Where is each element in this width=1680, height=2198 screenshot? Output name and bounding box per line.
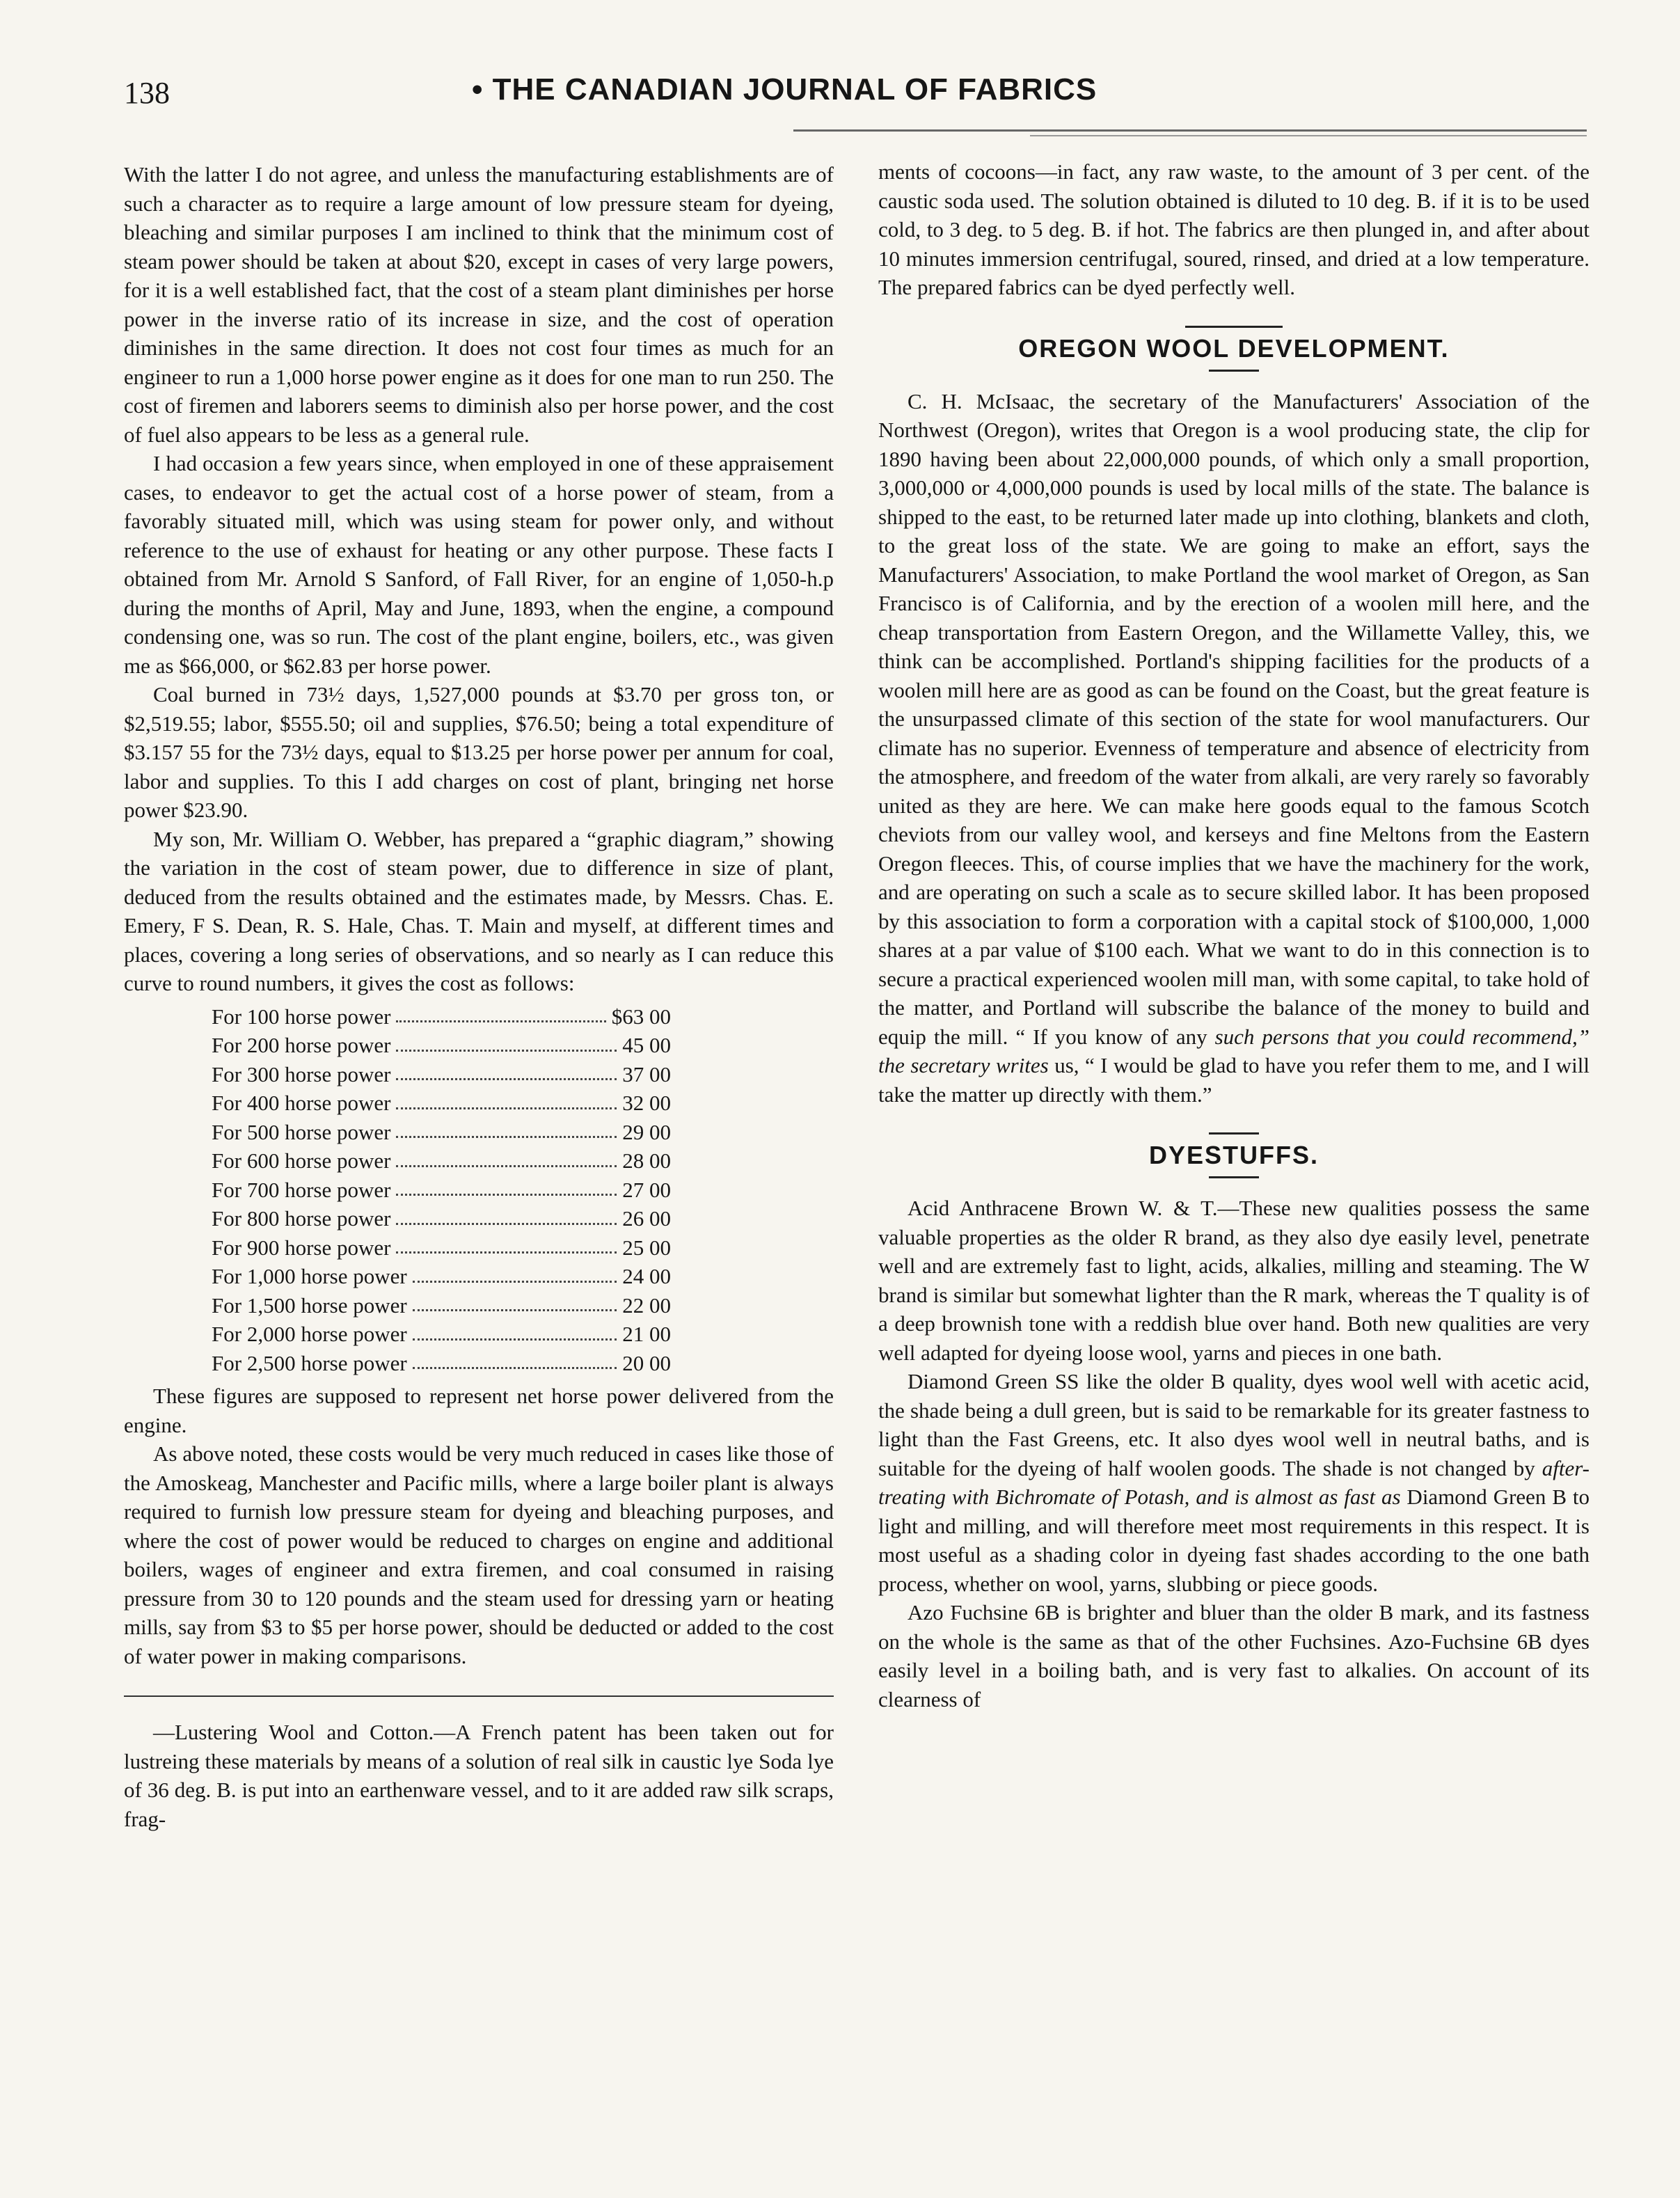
paragraph: ments of cocoons—in fact, any raw waste, to the amount of 3 per cent. of the caustic soda used. The solution obtained is diluted to 10 deg. B. if it is to be used cold, to 3 deg. to 5 deg. B. if hot. The fabrics are then plunged in, and after about 10 minutes immersion centrifugal, soured, rinsed, and dried at a low temperature. The prepared fabrics can be dyed perfectly well. <box>878 159 1590 299</box>
paragraph: C. H. McIsaac, the secretary of the Manufacturers' Association of the Northwest (Oregon), writes that Oregon is a wool producing state, the clip for 1890 having been about 22,000,000 pounds, of which only a small proportion, 3,000,000 or 4,000,000 pounds is used by local mills of the state. The balance is shipped to the east, to be returned later made up into clothing, blankets and cloth, to the great loss of the state. We are going to make an effort, says the Manufacturers' Association, to make Portland the wool market of Oregon, as San Francisco is of California, and by the erection of a woolen mill here, and the cheap transportation from Eastern Oregon, and the Willamette Valley, this, we think can be accomplished. Portland's shipping facilities for the products of a woolen mill here are as good as can be found on the Coast, but the great feature is the unsurpassed climate of this section of the state for wool manufacturers. Our climate has no superior. Evenness of temperature and absence of electricity from the atmosphere, and freedom of the water from alkali, are very rarely so favorably united as they are here. We can make here goods equal to the famous Scotch cheviots from our valley wool, and kerseys and fine Meltons from the Eastern Oregon fleeces. This, of course implies that we have the machinery for the work, and are operating on such a scale as to secure skilled labor. It has been proposed by this association to form a corporation with a capital stock of $100,000, 1,000 shares at a par value of $100 each. What we want to do in this connection is to secure a practical experienced woolen mill man, with some capital, to take hold of the matter, and Portland will subscribe the balance of the money to build and equip the mill. “ If you know of any such persons that you could recommend,” the secretary writes us, “ I would be glad to have you refer them to me, and I will take the matter up directly with them.” <box>878 388 1590 1107</box>
paragraph: Azo Fuchsine 6B is brighter and bluer than the older B mark, and its fastness on the whole is the same as that of the other Fuchsines. Azo-Fuchsine 6B dyes easily level in a boiling bath, and is very fast to alkalies. On account of its clearness of <box>878 1600 1590 1711</box>
page-number: 138 <box>124 76 170 110</box>
paragraph: I had occasion a few years since, when employed in one of these appraisement cases, to endeavor to get the actual cost of a horse power of steam, from a favorably situated mill, which was using steam for power only, and without reference to the use of exhaust for heating or any other purpose. These facts I obtained from Mr. Arnold S Sanford, of Fall River, for an engine of 1,050-h.p during the months of April, May and June, 1893, when the engine, a compound condensing one, was so run. The cost of the plant engine, boilers, etc., was given me as $66,000, or $62.83 per horse power. <box>124 451 834 678</box>
paragraph: Coal burned in 73½ days, 1,527,000 pounds at $3.70 per gross ton, or $2,519.55; labor, $555.50; oil and supplies, $76.50; being a total expenditure of $3.157 55 for the 73½ days, equal to $13.25 per horse power per annum for coal, labor and supplies. To this I add charges on cost of plant, bringing net horse power $23.90. <box>124 682 834 822</box>
paragraph: These figures are supposed to represent net horse power delivered from the engine. <box>124 1384 834 1437</box>
paragraph: Acid Anthracene Brown W. & T.—These new qualities possess the same valuable properties as the older R brand, as they also dye easily level, penetrate well and are extremely fast to light, acids, alkalies, milling and steaming. The W brand is similar but somewhat lighter than the R mark, whereas the T quality is of a deep brownish tone with a reddish blue over hand. Both new qualities are very well adapted for dyeing loose wool, yarns and pieces in one bath. <box>878 1196 1590 1365</box>
journal-title: • THE CANADIAN JOURNAL OF FABRICS <box>472 72 1097 106</box>
table-row: For 300 horse power 37 00 <box>212 1060 671 1089</box>
table-row: For 400 horse power 32 00 <box>212 1089 671 1118</box>
table-row: For 2,500 horse power 20 00 <box>212 1349 671 1378</box>
table-row: For 800 horse power 26 00 <box>212 1204 671 1233</box>
paragraph: My son, Mr. William O. Webber, has prepared a “graphic diagram,” showing the variation in the cost of steam power, due to difference in size of plant, deduced from the results obtained and the estimates made, by Messrs. Chas. E. Emery, F S. Dean, R. S. Hale, Chas. T. Main and myself, at different times and places, covering a long series of observations, and so nearly as I can reduce this curve to round numbers, it gives the cost as follows: <box>124 826 834 995</box>
page-header <box>0 0 1680 125</box>
table-row: For 900 horse power 25 00 <box>212 1233 671 1263</box>
paragraph: With the latter I do not agree, and unless the manufacturing establishments are of such a character as to require a large amount of low pressure steam for dyeing, bleaching and similar purposes I am inclined to think that the minimum cost of steam power should be taken at about $20, except in cases of very large powers, for it is a well established fact, that the cost of a steam plant diminishes per horse power in the inverse ratio of its increase in size, and the cost of operation diminishes in the same direction. It does not cost four times as much for an engineer to run a 1,000 horse power engine as it does for one man to run 250. The cost of firemen and laborers seems to diminish also per horse power, and the cost of fuel also appears to be less as a general rule. <box>124 162 834 447</box>
table-row: For 1,000 horse power 24 00 <box>212 1262 671 1291</box>
table-row: For 700 horse power 27 00 <box>212 1176 671 1205</box>
header-rule <box>793 129 1587 132</box>
table-row: For 1,500 horse power 22 00 <box>212 1291 671 1320</box>
horsepower-cost-table <box>212 1002 671 1378</box>
right-column <box>878 157 1590 1714</box>
article-divider <box>124 1695 834 1697</box>
table-row: For 600 horse power 28 00 <box>212 1146 671 1176</box>
paragraph: —Lustering Wool and Cotton.—A French patent has been taken out for lustreing these materials by means of a solution of real silk in caustic lye Soda lye of 36 deg. B. is put into an earthenware vessel, and to it are added raw silk scraps, frag- <box>124 1720 834 1831</box>
section-title-dyestuffs: DYESTUFFS. <box>1148 1141 1319 1169</box>
left-column <box>124 160 834 1833</box>
table-row: For 100 horse power $63 00 <box>212 1002 671 1031</box>
table-row: For 200 horse power 45 00 <box>212 1031 671 1060</box>
table-row: For 500 horse power 29 00 <box>212 1118 671 1147</box>
table-row: For 2,000 horse power 21 00 <box>212 1320 671 1349</box>
paragraph: Diamond Green SS like the older B quality, dyes wool well with acetic acid, the shade being a dull green, but is said to be remarkable for its greater fastness to light than the Fast Greens, etc. It also dyes wool well in neutral baths, and is suitable for the dyeing of half woolen goods. The shade is not changed by after-treating with Bichromate of Potash, and is almost as fast as Diamond Green B to light and milling, and will therefore meet most requirements in this respect. It is most useful as a shading color in dyeing fast shades according to the one bath process, whether on wool, yarns, slubbing or piece goods. <box>878 1369 1590 1596</box>
section-title-oregon: OREGON WOOL DEVELOPMENT. <box>1018 333 1450 363</box>
paragraph: As above noted, these costs would be very much reduced in cases like those of the Amoskeag, Manchester and Pacific mills, where a large boiler plant is always required to furnish low pressure steam for dyeing and bleaching purposes, and where the cost of power would be reduced to charges on engine and additional boilers, wages of engineer and extra firemen, and coal consumed in raising pressure from 30 to 120 pounds and the steam used for dressing yarn or heating mills, say from $3 to $5 per horse power, should be deducted or added to the cost of water power in making comparisons. <box>124 1441 834 1668</box>
header-rule-secondary <box>1030 135 1587 136</box>
